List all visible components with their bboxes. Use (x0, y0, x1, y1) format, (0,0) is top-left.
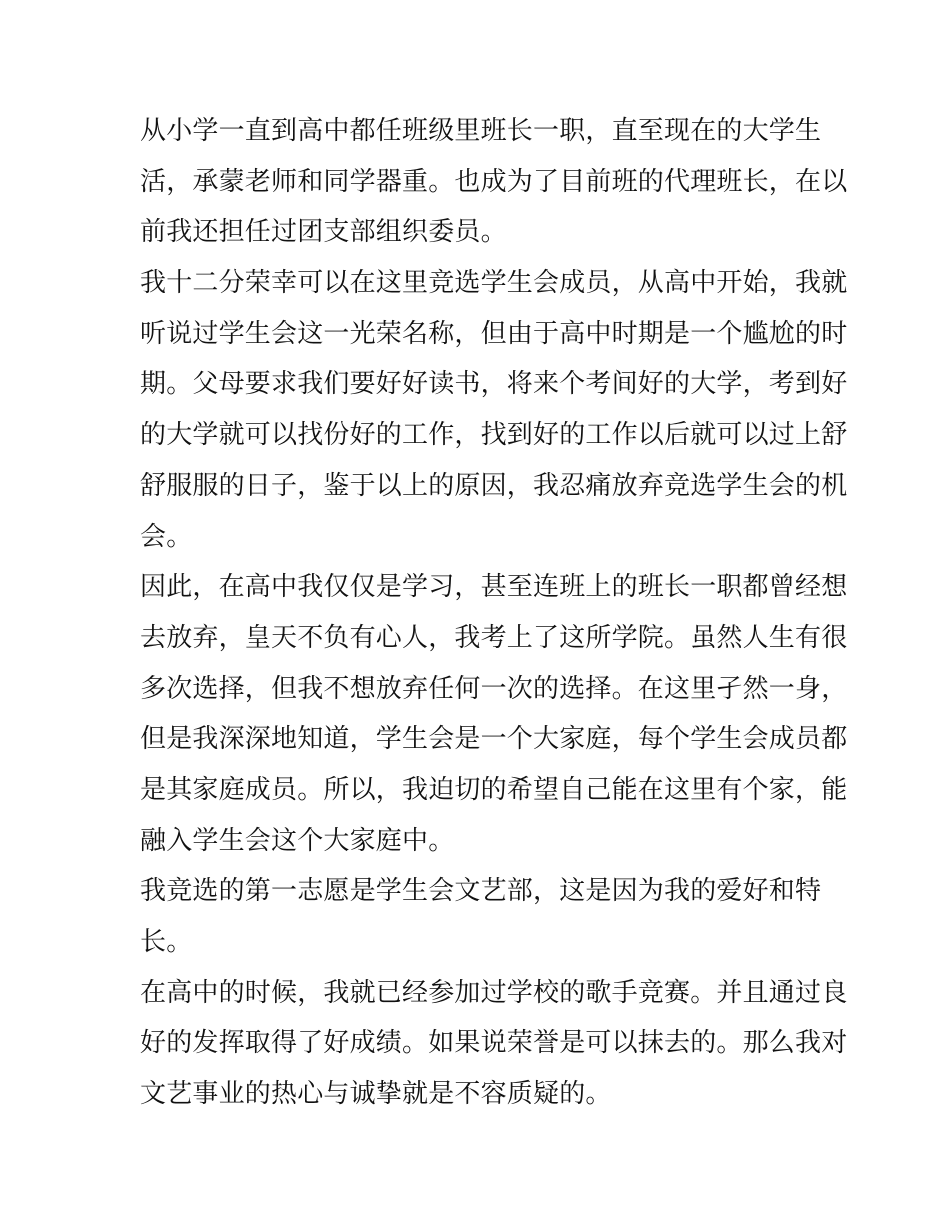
text-line: 文艺事业的热心与诚挚就是不容质疑的。 (140, 1079, 612, 1110)
text-line: 会。 (140, 521, 193, 552)
text-line: 我十二分荣幸可以在这里竞选学生会成员，从高中开始，我就 (140, 268, 848, 299)
text-line: 去放弃，皇天不负有心人，我考上了这所学院。虽然人生有很 (140, 622, 848, 653)
text-line: 但是我深深地知道，学生会是一个大家庭，每个学生会成员都 (140, 724, 848, 755)
paragraph (140, 258, 848, 562)
text-line: 从小学一直到高中都任班级里班长一职，直至现在的大学生 (140, 116, 822, 146)
text-line: 多次选择，但我不想放弃任何一次的选择。在这里孑然一身， (140, 673, 848, 704)
text-line: 舒服服的日子，鉴于以上的原因，我忍痛放弃竞选学生会的机 (140, 470, 848, 501)
text-line: 听说过学生会这一光荣名称，但由于高中时期是一个尴尬的时 (140, 318, 848, 349)
text-line: 长。 (140, 927, 193, 957)
text-line: 因此，在高中我仅仅是学习，甚至连班上的班长一职都曾经想 (140, 572, 848, 603)
text-line: 好的发挥取得了好成绩。如果说荣誉是可以抹去的。那么我对 (140, 1028, 848, 1059)
text-line: 活，承蒙老师和同学器重。也成为了目前班的代理班长，在以 (140, 166, 848, 197)
paragraph (140, 866, 820, 967)
text-line: 我竞选的第一志愿是学生会文艺部，这是因为我的爱好和特 (140, 876, 822, 907)
text-line: 在高中的时候，我就已经参加过学校的歌手竞赛。并且通过良 (140, 977, 848, 1008)
paragraph (140, 106, 848, 258)
text-line: 前我还担任过团支部组织委员。 (140, 217, 507, 248)
document-body (140, 106, 848, 1120)
text-line: 期。父母要求我们要好好读书，将来个考间好的大学，考到好 (140, 369, 848, 400)
paragraph (140, 968, 848, 1120)
text-line: 的大学就可以找份好的工作，找到好的工作以后就可以过上舒 (140, 420, 848, 451)
text-line: 融入学生会这个大家庭中。 (140, 825, 455, 856)
text-line: 是其家庭成员。所以，我迫切的希望自己能在这里有个家，能 (140, 774, 848, 805)
paragraph (140, 562, 848, 866)
